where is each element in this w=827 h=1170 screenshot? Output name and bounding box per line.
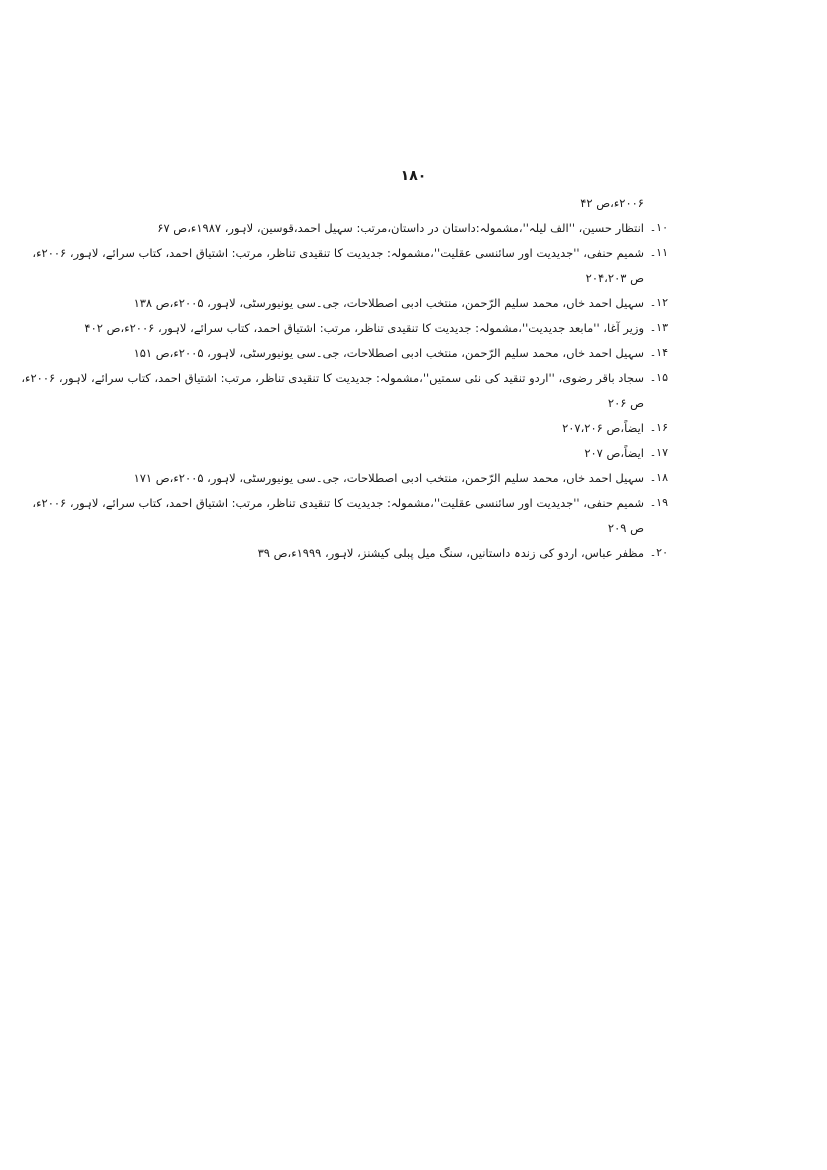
endnote-number: ۱۴۔ xyxy=(649,346,668,359)
endnote-continuation: ص ۲۰۴،۲۰۳ xyxy=(585,271,644,285)
endnotes-list xyxy=(21,192,668,567)
endnote-body xyxy=(148,542,644,564)
endnote-item xyxy=(32,242,668,289)
endnote-text: مظفر عباس، اردو کی زندہ داستانیں، سنگ میل پبلی کیشنز، لاہور، ۱۹۹۹ء،ص ۳۹ xyxy=(257,546,644,560)
endnote-item xyxy=(133,467,668,489)
endnote-item xyxy=(148,442,668,464)
endnote-body xyxy=(84,317,644,339)
endnote-number: ۱۲۔ xyxy=(649,296,668,309)
continued-note-line: ۲۰۰۶ء،ص ۴۲ xyxy=(580,196,644,210)
endnote-number: ۱۸۔ xyxy=(649,471,668,484)
endnote-number: ۱۶۔ xyxy=(649,421,668,434)
endnote-body xyxy=(134,342,644,364)
endnote-continuation: ص ۲۰۹ xyxy=(607,521,644,535)
endnote-body xyxy=(134,292,644,314)
endnote-body xyxy=(148,217,644,239)
endnote-item xyxy=(84,317,668,339)
endnote-number: ۱۳۔ xyxy=(649,321,668,334)
endnote-item xyxy=(32,492,668,539)
endnote-item xyxy=(21,367,668,414)
endnote-text: ایضاً،ص ۲۰۷،۲۰۶ xyxy=(562,421,644,435)
endnote-text: شمیم حنفی، ''جدیدیت اور سائنسی عقلیت''،مشمولہ: جدیدیت کا تنقیدی تناظر، مرتب: اشتیاق احمد، کتاب سرائے، لاہور، ۲۰۰۶ء، xyxy=(32,496,644,510)
endnote-body xyxy=(21,367,644,414)
endnote-number: ۱۷۔ xyxy=(649,446,668,459)
endnote-number: ۲۰۔ xyxy=(649,546,668,559)
endnote-body xyxy=(32,242,644,289)
endnote-body xyxy=(148,442,644,464)
endnote-text: سہیل احمد خاں، محمد سلیم الرّحمن، منتخب ادبی اصطلاحات، جی۔سی یونیورسٹی، لاہور، ۲۰۰۵ء،ص ۱۷۱ xyxy=(133,471,644,485)
endnote-text: وزیر آغا، ''مابعد جدیدیت''،مشمولہ: جدیدیت کا تنقیدی تناظر، مرتب: اشتیاق احمد، کتاب سرائے، لاہور، ۲۰۰۶ء،ص ۴۰۲ xyxy=(84,321,644,335)
endnote-text: انتظار حسین، ''الف لیلہ''،مشمولہ:داستان در داستان،مرتب: سہیل احمد،قوسین، لاہور، ۱۹۸۷ء،ص ۶۷ xyxy=(157,221,644,235)
endnote-text: سجاد باقر رضوی، ''اردو تنقید کی نئی سمتیں''،مشمولہ: جدیدیت کا تنقیدی تناظر، مرتب: اشتیاق احمد، کتاب سرائے، لاہور، ۲۰۰۶ء، xyxy=(21,371,644,385)
endnote-body xyxy=(148,417,644,439)
endnote-body xyxy=(134,467,644,489)
page-number: ۱۸۰ xyxy=(400,168,427,184)
endnote-text: شمیم حنفی، ''جدیدیت اور سائنسی عقلیت''،مشمولہ: جدیدیت کا تنقیدی تناظر، مرتب: اشتیاق احمد، کتاب سرائے، لاہور، ۲۰۰۶ء، xyxy=(32,246,644,260)
endnote-body xyxy=(32,492,644,539)
endnote-item xyxy=(148,417,668,439)
endnote-item xyxy=(148,217,668,239)
endnote-number: ۱۹۔ xyxy=(649,496,668,509)
endnote-text: ایضاً،ص ۲۰۷ xyxy=(584,446,644,460)
endnote-number: ۱۰۔ xyxy=(649,221,668,234)
endnote-number: ۱۵۔ xyxy=(649,371,668,384)
endnote-continuation: ص ۲۰۶ xyxy=(607,396,644,410)
endnote-text: سہیل احمد خاں، محمد سلیم الرّحمن، منتخب ادبی اصطلاحات، جی۔سی یونیورسٹی، لاہور، ۲۰۰۵ء،ص ۱۳۸ xyxy=(133,296,644,310)
endnote-text: سہیل احمد خاں، محمد سلیم الرّحمن، منتخب ادبی اصطلاحات، جی۔سی یونیورسٹی، لاہور، ۲۰۰۵ء،ص ۱۵۱ xyxy=(133,346,644,360)
endnote-item xyxy=(133,342,668,364)
endnote-item xyxy=(148,542,668,564)
endnote-item xyxy=(133,292,668,314)
endnote-number: ۱۱۔ xyxy=(649,246,668,259)
